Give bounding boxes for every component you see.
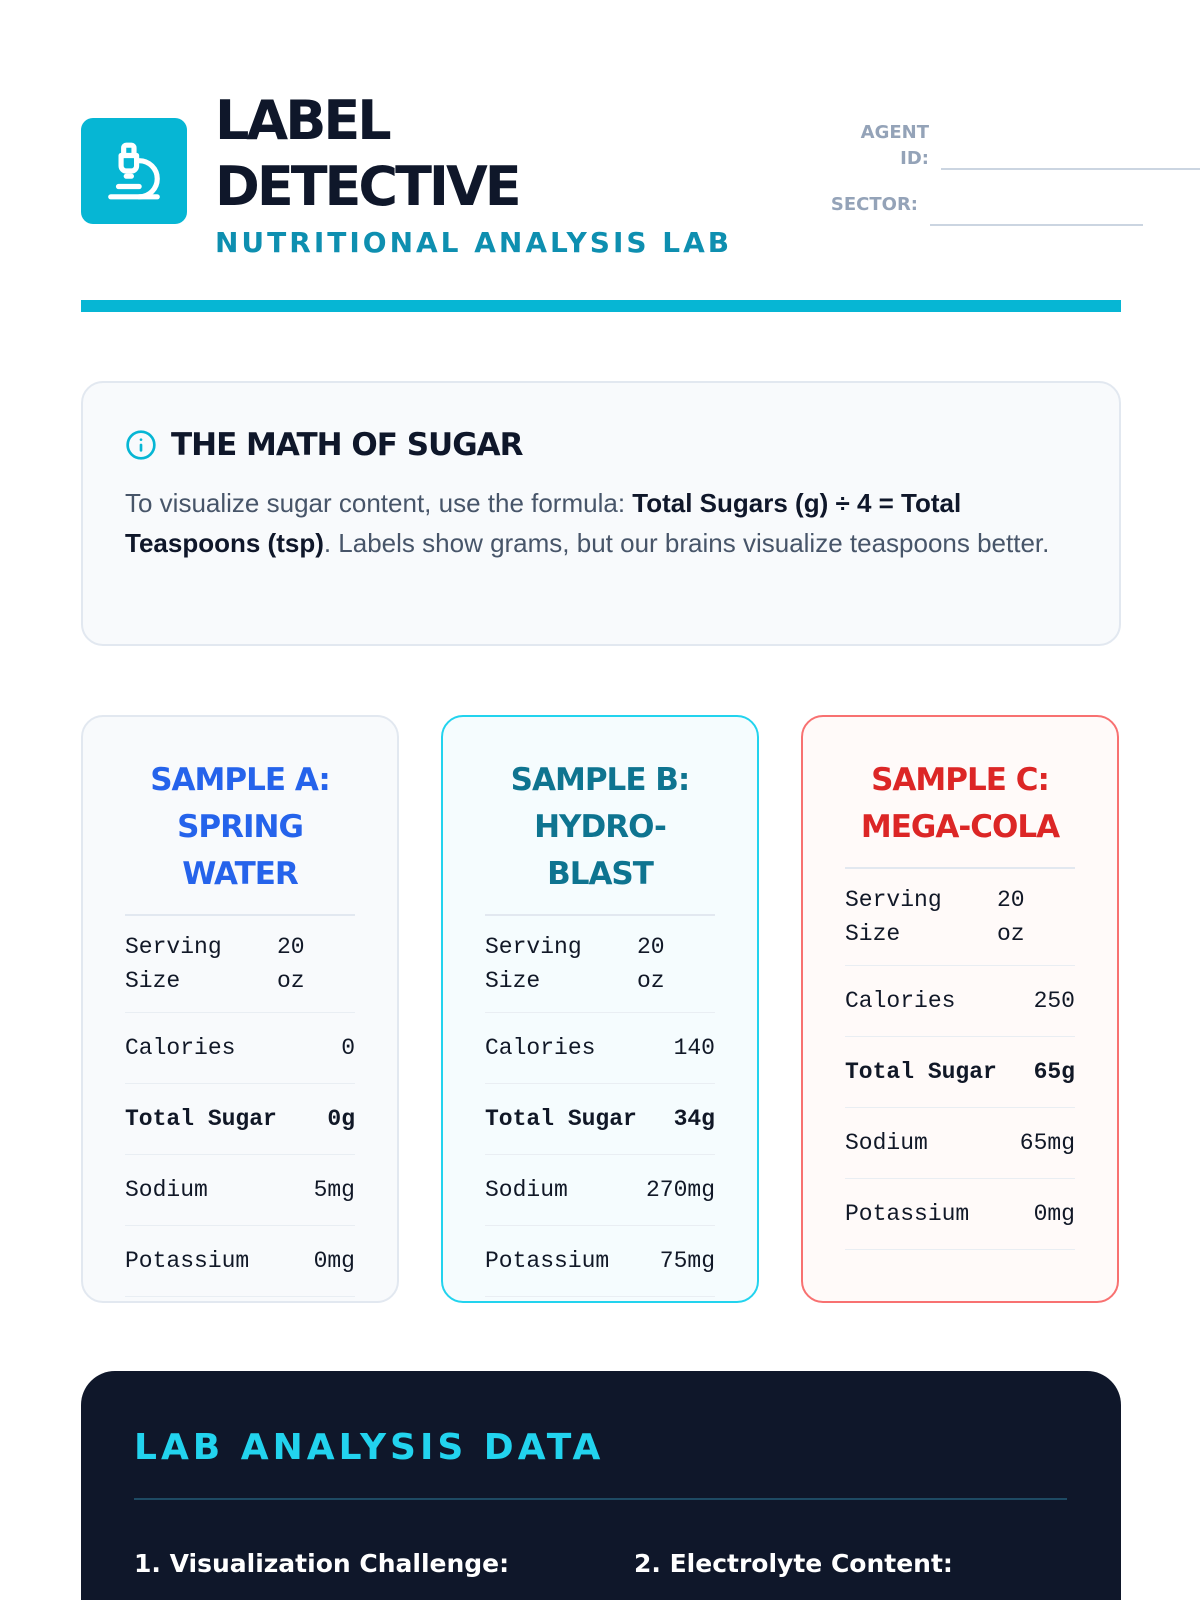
nutrition-row [485,916,715,1013]
info-formula: Total Sugars (g) ÷ 4 = Total Teaspoons (tsp) [125,488,962,558]
nutrition-row [845,869,1075,966]
row-value: 65g [1033,1059,1075,1085]
row-label: Serving Size [125,934,222,994]
sample-card-a [81,715,399,1303]
page-subtitle: NUTRITIONAL ANALYSIS LAB [215,226,733,259]
row-value: 65mg [1019,1130,1075,1156]
row-value: 20 oz [277,934,305,994]
nutrition-row [845,1108,1075,1179]
nutrition-row [845,1037,1075,1108]
row-value: 20 oz [997,887,1025,947]
sample-title-line: SAMPLE B: [510,762,690,798]
row-value: 270mg [645,1177,715,1203]
nutrition-row [125,1013,355,1084]
row-value: 0 [341,1035,355,1061]
row-label: Sodium [845,1130,928,1156]
sample-title-line: SAMPLE C: [871,762,1049,798]
nutrition-row [845,966,1075,1037]
agent-id-label-line2: ID: [900,148,929,169]
info-title: THE MATH OF SUGAR [171,427,523,463]
row-label: Total Sugar [485,1106,637,1132]
agent-id-label-line1: AGENT [860,122,929,143]
sample-title-line: SPRING [177,809,303,845]
row-value: 20 oz [637,934,665,994]
header-divider [81,300,1121,312]
info-box [81,381,1121,646]
agent-id-field[interactable] [941,168,1200,170]
row-value: 0mg [313,1248,355,1274]
agent-id-label [745,120,929,172]
sample-title-line: WATER [182,856,298,892]
nutrition-row [485,1084,715,1155]
row-value: 250 [1033,988,1075,1014]
question-visualization: 1. Visualization Challenge: [134,1549,510,1578]
row-label: Calories [125,1035,236,1061]
sample-title-line: BLAST [547,856,653,892]
sector-field[interactable] [930,224,1143,226]
row-value: 34g [673,1106,715,1132]
nutrition-row [485,1226,715,1297]
nutrition-row [125,916,355,1013]
row-label: Sodium [485,1177,568,1203]
row-label: Calories [485,1035,596,1061]
row-label: Total Sugar [125,1106,277,1132]
brand [215,88,732,260]
sample-title-line: SAMPLE A: [150,762,330,798]
microscope-icon [103,140,165,202]
nutrition-row [845,1179,1075,1250]
question-electrolyte: 2. Electrolyte Content: [634,1549,953,1578]
info-icon [125,429,157,461]
logo [81,118,187,224]
row-label: Serving Size [845,887,942,947]
row-value: 0mg [1033,1201,1075,1227]
info-text-after: . Labels show grams, but our brains visualize teaspoons better. [323,528,1050,558]
page-title-line2: DETECTIVE [215,155,519,218]
row-label: Calories [845,988,956,1014]
sample-card-c [801,715,1119,1303]
lab-analysis-panel [81,1371,1121,1600]
page-title-line1: LABEL [215,89,389,152]
analysis-title: LAB ANALYSIS DATA [134,1427,1067,1500]
agent-meta [745,120,1121,230]
nutrition-row [125,1155,355,1226]
nutrition-row [125,1084,355,1155]
info-text-before: To visualize sugar content, use the formula: [125,488,633,518]
sample-title-line: MEGA-COLA [860,809,1060,845]
row-label: Serving Size [485,934,582,994]
sample-card-b [441,715,759,1303]
row-label: Potassium [845,1201,970,1227]
row-label: Potassium [485,1248,610,1274]
row-label: Potassium [125,1248,250,1274]
info-text [125,483,1077,563]
sample-title [845,757,1075,869]
row-value: 75mg [659,1248,715,1274]
sample-title [485,757,715,916]
row-value: 5mg [313,1177,355,1203]
row-label: Sodium [125,1177,208,1203]
row-label: Total Sugar [845,1059,997,1085]
sector-label: SECTOR: [830,194,918,215]
sample-title-line: HYDRO- [534,809,666,845]
row-value: 0g [327,1106,355,1132]
nutrition-row [485,1155,715,1226]
nutrition-row [485,1013,715,1084]
page-header [81,88,1121,258]
sample-title [125,757,355,916]
row-value: 140 [673,1035,715,1061]
nutrition-row [125,1226,355,1297]
